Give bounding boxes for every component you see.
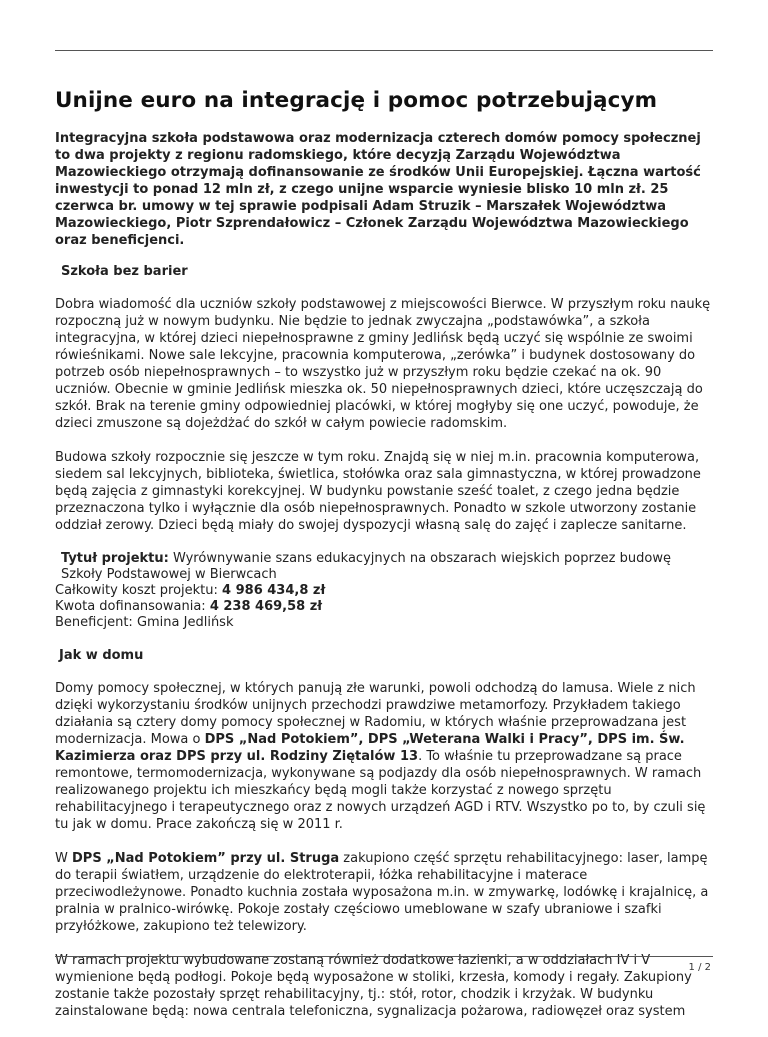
text-run: . To właśnie tu przeprowadzane są prace remontowe, termomodernizacja, wykonywane są podjazdy dla osób niepełnosprawnych. W ramach realizowanego projektu ich mieszkańcy będą mogli także korzystać z nowego sprzętu rehabilitacyjnego i terapeutycznego oraz z nowych urządzeń AGD i RTV. Wszystko po to, by czuli się tu jak w domu. Prace zakończą się w 2011 r. xyxy=(55,749,706,832)
dps-name: DPS „Nad Potokiem” przy ul. Struga xyxy=(72,851,340,866)
paragraph: Budowa szkoły rozpocznie się jeszcze w tym roku. Znajdą się w niej m.in. pracownia komputerowa, siedem sal lekcyjnych, biblioteka, świetlica, stołówka oraz sala gimnastyczna, w której prowadzone będą zajęcia z gimnastyki korekcyjnej. W budynku powstanie sześć toalet, z czego jedna będzie przeznaczona tylko i wyłącznie dla osób niepełnosprawnych. Ponadto w szkole utworzony zostanie oddział zerowy. Dzieci będą miały do swojej dyspozycji własną salę do zajęć i zaplecze sanitarne. xyxy=(55,450,701,533)
text-run: zakupiono część sprzętu rehabilitacyjnego: laser, lampę do terapii światłem, urządzenie do elektroterapii, łóżka rehabilitacyjne i materace przeciwodleżynowe. Ponadto kuchnia została wyposażona m.in. w zmywarkę, lodówkę i krajalnicę, a pralnia w pralnico-wirówkę. Pokoje zostały częściowo umeblowane w szafy ubraniowe i szafki przyłóżkowe, zakupiono też telewizory. xyxy=(55,851,709,934)
paragraph: Dobra wiadomość dla uczniów szkoły podstawowej z miejscowości Bierwce. W przyszłym roku naukę rozpoczną już w nowym budynku. Nie będzie to jednak zwyczajna „podstawówka”, a szkoła integracyjna, w której dzieci niepełnosprawne z gminy Jedlińsk będą uczyć się wspólnie ze swoimi rówieśnikami. Nowe sale lekcyjne, pracownia komputerowa, „zerówka” i budynek dostosowany do potrzeb osób niepełnosprawnych – to wszystko już w przyszłym roku będzie czekać na ok. 90 uczniów. Obecnie w gminie Jedlińsk mieszka ok. 50 niepełnosprawnych dzieci, które uczęszczają do szkół. Brak na terenie gminy odpowiedniej placówki, w której mogłyby się one uczyć, powoduje, że dzieci zmuszone są dojeżdżać do szkół w całym powiecie radomskim. xyxy=(55,297,711,431)
project-cost-label: Całkowity koszt projektu: xyxy=(55,583,223,598)
project-beneficiary: Beneficjent: Gmina Jedlińsk xyxy=(55,615,234,630)
paragraph xyxy=(55,850,715,935)
project-funding-label: Kwota dofinansowania: xyxy=(55,599,210,614)
project-info xyxy=(55,551,715,631)
project-title-label: Tytuł projektu: xyxy=(61,551,169,566)
article xyxy=(55,88,715,1037)
paragraph: W ramach projektu wybudowane zostaną również dodatkowe łazienki, a w oddziałach IV i V wymienione będą podłogi. Pokoje będą wyposażone w stoliki, krzesła, komody i regały. Zakupiony zostanie także pozostały sprzęt rehabilitacyjny, tj.: stół, rotor, chodzik i krzyżak. W budynku zainstalowane będą: nowa centrala telefoniczna, sygnalizacja pożarowa, radiowęzeł oraz system xyxy=(55,953,692,1019)
dps-names: DPS „Nad Potokiem”, DPS „Weterana Walki i Pracy”, DPS im. Św. Kazimierza oraz DPS przy ul. Rodziny Ziętalów 13 xyxy=(55,732,685,764)
bottom-rule xyxy=(55,956,713,957)
page-number: 1 / 2 xyxy=(688,962,711,973)
top-rule xyxy=(55,50,713,51)
project-funding-value: 4 238 469,58 zł xyxy=(209,599,323,614)
article-lead: Integracyjna szkoła podstawowa oraz modernizacja czterech domów pomocy społecznej to dwa projekty z regionu radomskiego, które decyzją Zarządu Województwa Mazowieckiego otrzymają dofinansowanie ze środków Unii Europejskiej. Łączna wartość inwestycji to ponad 12 mln zł, z czego unijne wsparcie wyniesie blisko 10 mln zł. 25 czerwca br. umowy w tej sprawie podpisali Adam Struzik – Marszałek Województwa Mazowieckiego, Piotr Szprendałowicz – Członek Zarządu Województwa Mazowieckiego oraz beneficjenci. xyxy=(55,131,701,248)
project-title-value: Wyrównywanie szans edukacyjnych na obszarach wiejskich poprzez budowę Szkoły Podstawowej w Bierwcach xyxy=(61,551,671,582)
section-heading-school: Szkoła bez barier xyxy=(61,264,188,279)
article-title: Unijne euro na integrację i pomoc potrzebującym xyxy=(55,88,658,113)
paragraph xyxy=(55,680,715,833)
project-cost-value: 4 986 434,8 zł xyxy=(222,583,326,598)
text-run: Domy pomocy społecznej, w których panują złe warunki, powoli odchodzą do lamusa. Wiele z nich dzięki wykorzystaniu środków unijnych przechodzi prawdziwe metamorfozy. Przykładem takiego działania są cztery domy pomocy społecznej w Radomiu, w których właśnie przeprowadzana jest modernizacja. Mowa o xyxy=(55,681,696,747)
text-run: W xyxy=(55,851,72,866)
section-heading-home: Jak w domu xyxy=(59,648,144,663)
